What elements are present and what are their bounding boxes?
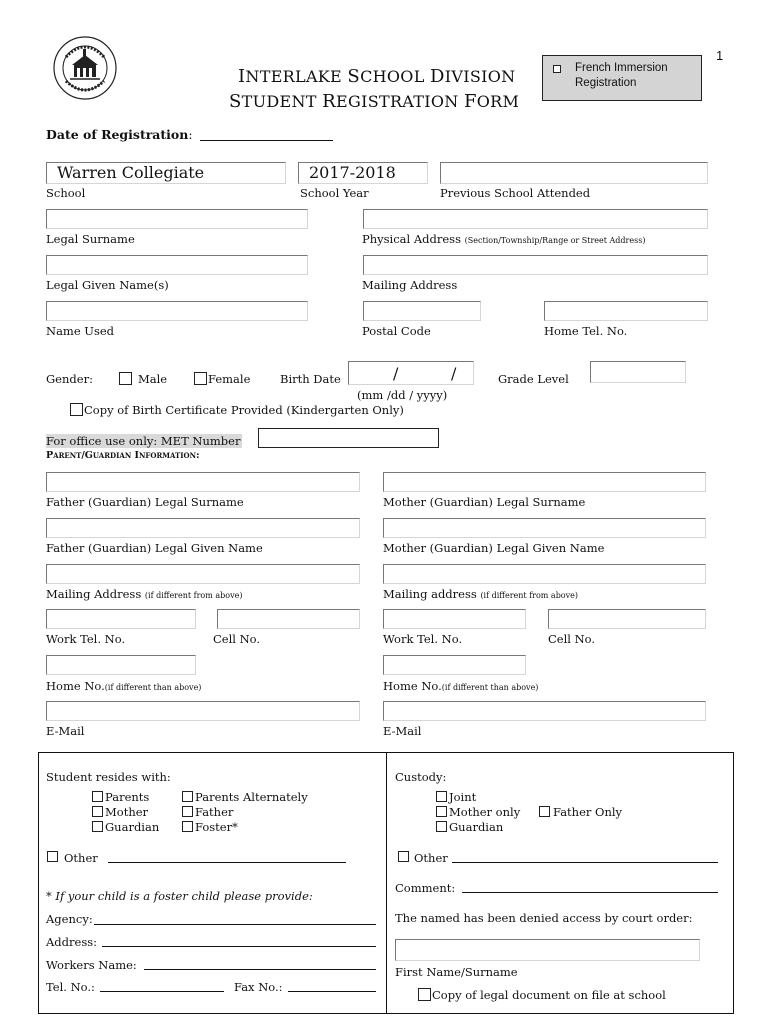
box-divider: [386, 752, 387, 1014]
name-used-label: Name Used: [46, 324, 115, 338]
workers-name-line[interactable]: [144, 969, 376, 970]
comment-label: Comment:: [395, 881, 456, 895]
agency-line[interactable]: [94, 924, 376, 925]
custody-father-only-checkbox[interactable]: [539, 806, 550, 817]
mother-given-name-field[interactable]: [383, 518, 706, 538]
birth-cert-label: Copy of Birth Certificate Provided (Kindergarten Only): [84, 403, 404, 417]
mother-email-field[interactable]: [383, 701, 706, 721]
birth-date-label: Birth Date: [280, 372, 341, 386]
home-tel-field[interactable]: [544, 301, 708, 321]
postal-code-label: Postal Code: [362, 324, 431, 338]
mother-home-field[interactable]: [383, 655, 526, 675]
foster-fax-label: Fax No.:: [234, 980, 283, 994]
denied-person-field[interactable]: [395, 939, 700, 961]
resides-mother-label: Mother: [105, 805, 149, 819]
previous-school-label: Previous School Attended: [440, 186, 591, 200]
father-mailing-label: Mailing Address (if different from above): [46, 587, 243, 601]
birth-date-slash-2: /: [451, 364, 457, 383]
grade-level-label: Grade Level: [498, 372, 569, 386]
resides-other-checkbox[interactable]: [47, 851, 58, 862]
school-field[interactable]: Warren Collegiate: [46, 162, 286, 184]
legal-doc-label: Copy of legal document on file at school: [432, 988, 666, 1002]
physical-address-label: Physical Address (Section/Township/Range or Street Address): [362, 232, 646, 246]
resides-other-label: Other: [64, 851, 98, 865]
mailing-address-label: Mailing Address: [362, 278, 458, 292]
resides-guardian-label: Guardian: [105, 820, 160, 834]
resides-parents-alt-checkbox[interactable]: [182, 791, 193, 802]
father-given-name-field[interactable]: [46, 518, 360, 538]
legal-surname-label: Legal Surname: [46, 232, 135, 246]
custody-guardian-checkbox[interactable]: [436, 821, 447, 832]
custody-mother-only-label: Mother only: [449, 805, 521, 819]
mother-cell-label: Cell No.: [548, 632, 596, 646]
school-year-label: School Year: [300, 186, 369, 200]
father-home-field[interactable]: [46, 655, 196, 675]
custody-father-only-label: Father Only: [553, 805, 623, 819]
custody-title: Custody:: [395, 770, 447, 784]
foster-note: * If your child is a foster child please provide:: [46, 889, 313, 903]
mother-email-label: E-Mail: [383, 724, 422, 738]
legal-given-names-label: Legal Given Name(s): [46, 278, 169, 292]
legal-doc-checkbox[interactable]: [418, 988, 431, 1001]
workers-name-label: Workers Name:: [46, 958, 137, 972]
foster-address-line[interactable]: [102, 946, 376, 947]
resides-parents-label: Parents: [105, 790, 150, 804]
birth-date-slash-1: /: [393, 364, 399, 383]
female-checkbox[interactable]: [194, 372, 207, 385]
mother-mailing-label: Mailing address (if different from above): [383, 587, 578, 601]
legal-surname-field[interactable]: [46, 209, 308, 229]
date-of-registration-line[interactable]: [200, 140, 333, 141]
male-label: Male: [138, 372, 168, 386]
mother-work-tel-label: Work Tel. No.: [383, 632, 463, 646]
gender-label: Gender:: [46, 372, 93, 386]
legal-given-names-field[interactable]: [46, 255, 308, 275]
french-immersion-checkbox[interactable]: [553, 65, 561, 73]
mother-home-label: Home No.(if different than above): [383, 679, 539, 693]
mother-mailing-field[interactable]: [383, 564, 706, 584]
name-used-field[interactable]: [46, 301, 308, 321]
previous-school-field[interactable]: [440, 162, 708, 184]
foster-fax-line[interactable]: [288, 991, 376, 992]
met-number-field[interactable]: [258, 428, 439, 448]
custody-joint-label: Joint: [449, 790, 477, 804]
father-surname-field[interactable]: [46, 472, 360, 492]
comment-line[interactable]: [462, 892, 718, 893]
page-title: INTERLAKE SCHOOL DIVISION: [238, 66, 516, 87]
custody-joint-checkbox[interactable]: [436, 791, 447, 802]
custody-mother-only-checkbox[interactable]: [436, 806, 447, 817]
resides-parents-checkbox[interactable]: [92, 791, 103, 802]
father-cell-field[interactable]: [217, 609, 360, 629]
resides-other-line[interactable]: [108, 862, 346, 863]
home-tel-label: Home Tel. No.: [544, 324, 628, 338]
physical-address-field[interactable]: [363, 209, 708, 229]
father-email-field[interactable]: [46, 701, 360, 721]
mother-given-name-label: Mother (Guardian) Legal Given Name: [383, 541, 605, 555]
birth-date-field[interactable]: [348, 361, 474, 385]
custody-guardian-label: Guardian: [449, 820, 504, 834]
father-work-tel-label: Work Tel. No.: [46, 632, 126, 646]
father-work-tel-field[interactable]: [46, 609, 196, 629]
page-number: 1: [716, 48, 724, 63]
resides-mother-checkbox[interactable]: [92, 806, 103, 817]
female-label: Female: [208, 372, 251, 386]
father-email-label: E-Mail: [46, 724, 85, 738]
foster-tel-label: Tel. No.:: [46, 980, 95, 994]
french-immersion-box: [542, 55, 702, 101]
court-order-label: The named has been denied access by court order:: [395, 911, 693, 925]
grade-level-field[interactable]: [590, 361, 686, 383]
parent-section-title: Parent/Guardian Information:: [46, 450, 200, 461]
school-year-field[interactable]: 2017-2018: [298, 162, 428, 184]
birth-date-format: (mm /dd / yyyy): [357, 388, 448, 402]
father-home-label: Home No.(if different than above): [46, 679, 202, 693]
resides-foster-label: Foster*: [195, 820, 238, 834]
mother-work-tel-field[interactable]: [383, 609, 526, 629]
father-cell-label: Cell No.: [213, 632, 261, 646]
custody-other-label: Other: [414, 851, 448, 865]
custody-other-line[interactable]: [452, 862, 718, 863]
father-mailing-field[interactable]: [46, 564, 360, 584]
mother-surname-field[interactable]: [383, 472, 706, 492]
resides-parents-alt-label: Parents Alternately: [195, 790, 308, 804]
father-surname-label: Father (Guardian) Legal Surname: [46, 495, 244, 509]
birth-cert-checkbox[interactable]: [70, 403, 83, 416]
father-given-name-label: Father (Guardian) Legal Given Name: [46, 541, 263, 555]
custody-other-checkbox[interactable]: [398, 851, 409, 862]
male-checkbox[interactable]: [119, 372, 132, 385]
french-immersion-label-line1: French Immersion: [575, 62, 668, 74]
resides-title: Student resides with:: [46, 770, 171, 784]
foster-tel-line[interactable]: [100, 991, 224, 992]
date-of-registration-label: Date of Registration:: [46, 127, 193, 142]
resides-father-label: Father: [195, 805, 234, 819]
resides-guardian-checkbox[interactable]: [92, 821, 103, 832]
mother-cell-field[interactable]: [548, 609, 706, 629]
page-subtitle: STUDENT REGISTRATION FORM: [229, 91, 520, 112]
school-label: School: [46, 186, 86, 200]
postal-code-field[interactable]: [363, 301, 481, 321]
resides-foster-checkbox[interactable]: [182, 821, 193, 832]
resides-father-checkbox[interactable]: [182, 806, 193, 817]
mailing-address-field[interactable]: [363, 255, 708, 275]
mother-surname-label: Mother (Guardian) Legal Surname: [383, 495, 586, 509]
french-immersion-label-line2: Registration: [575, 77, 637, 89]
foster-address-label: Address:: [46, 935, 98, 949]
agency-label: Agency:: [46, 912, 93, 926]
first-surname-label: First Name/Surname: [395, 965, 518, 979]
office-use-label: For office use only: MET Number: [46, 434, 241, 448]
school-division-logo: [52, 35, 118, 101]
